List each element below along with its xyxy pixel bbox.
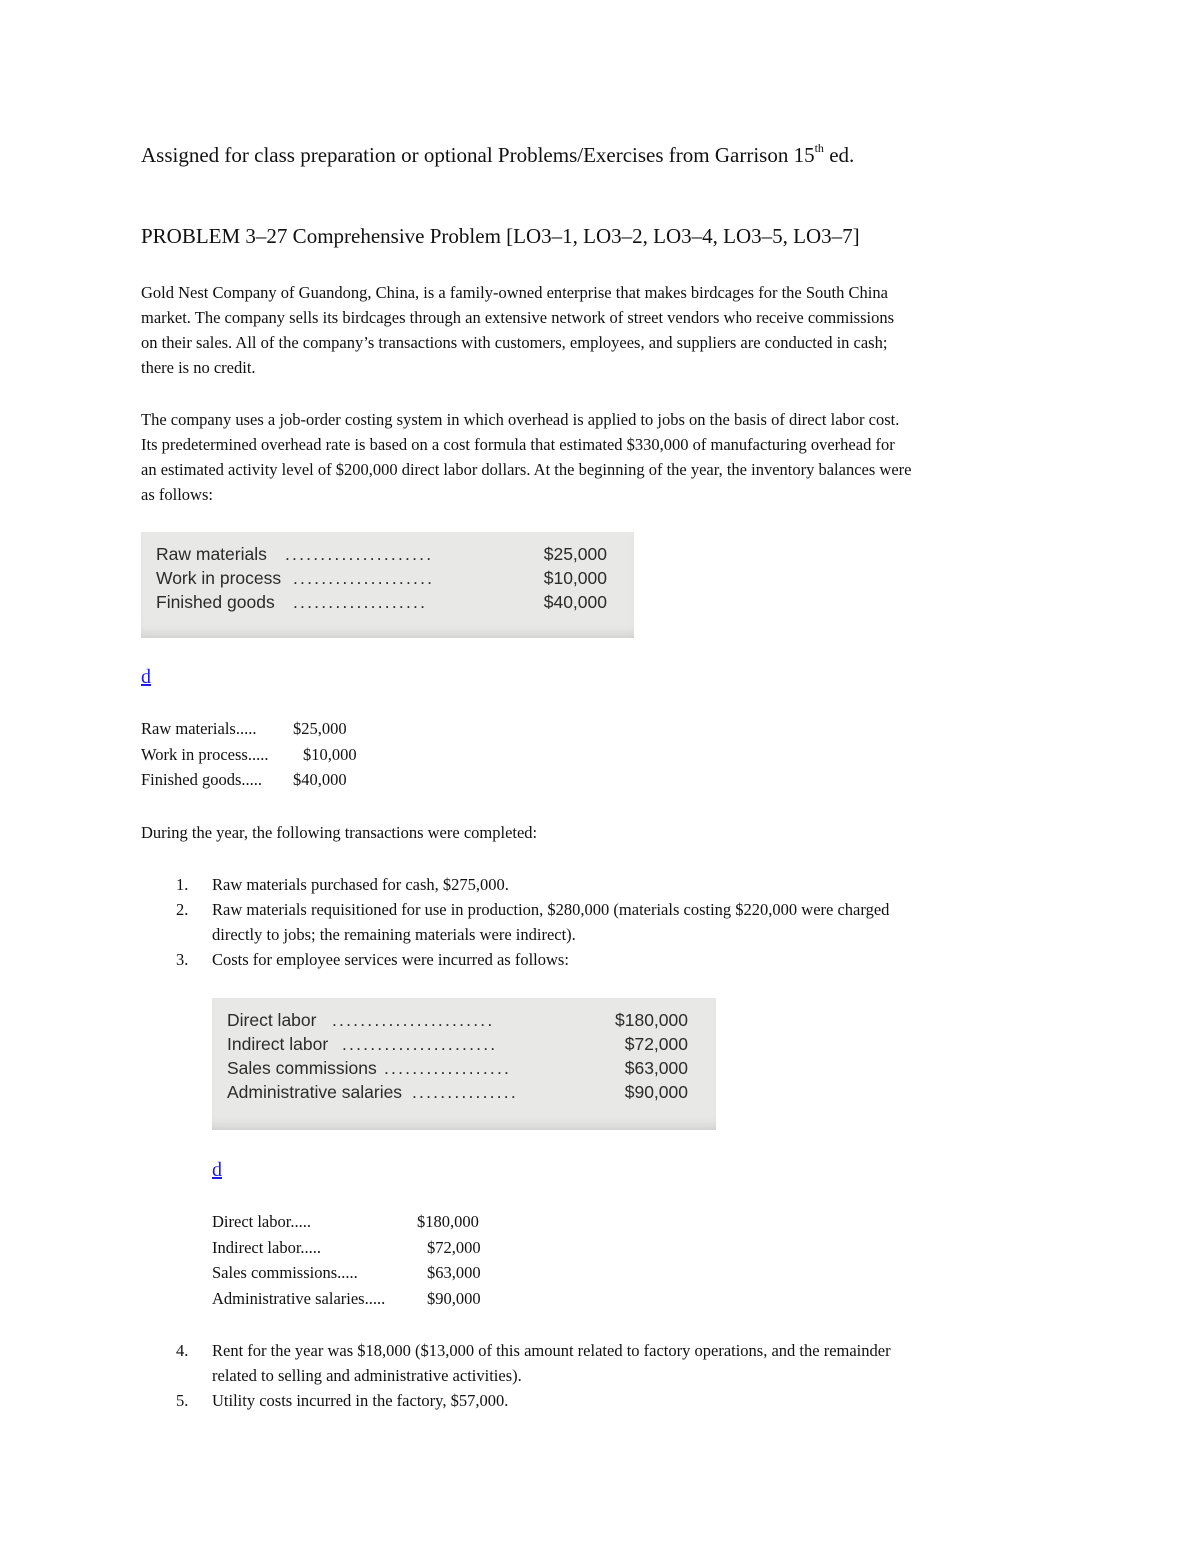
labor-text-label: Direct labor.....	[212, 1212, 311, 1231]
labor-text-row	[212, 1235, 481, 1261]
labor-value: $63,000	[624, 1058, 688, 1078]
labor-text-label: Sales commissions.....	[212, 1263, 358, 1282]
list-text: Utility costs incurred in the factory, $57,000.	[212, 1391, 509, 1410]
problem-heading: PROBLEM 3–27 Comprehensive Problem [LO3–1, LO3–2, LO3–4, LO3–5, LO3–7]	[141, 224, 860, 248]
inventory-text-value: $10,000	[303, 744, 357, 764]
transactions-list-continued	[176, 1338, 1036, 1413]
inventory-row	[141, 542, 634, 566]
list-text: related to selling and administrative activities).	[212, 1366, 522, 1385]
list-number: 2.	[176, 900, 189, 919]
labor-row	[212, 1008, 716, 1032]
inventory-label: Work in process	[156, 568, 282, 588]
labor-text-label: Indirect labor.....	[212, 1237, 322, 1257]
leader-dots: ....................	[293, 568, 435, 588]
labor-text-list	[212, 1209, 481, 1311]
employee-costs-image	[212, 998, 716, 1130]
paragraph-line: market. The company sells its birdcages through an extensive network of street vendors who receive commissions	[141, 308, 894, 327]
list-number: 1.	[176, 875, 189, 894]
list-text: Raw materials purchased for cash, $275,000.	[212, 875, 509, 894]
list-text: Costs for employee services were incurred as follows:	[212, 950, 569, 969]
inventory-text-value: $25,000	[293, 719, 347, 738]
inventory-row	[141, 590, 634, 614]
list-item	[176, 1388, 1036, 1413]
labor-row	[212, 1032, 716, 1056]
labor-text-value: $63,000	[427, 1263, 481, 1282]
inventory-text-value: $40,000	[293, 770, 347, 789]
labor-label: Direct labor	[227, 1010, 317, 1030]
paragraph-line: Gold Nest Company of Guandong, China, is a family-owned enterprise that makes birdcages for the South China	[141, 283, 888, 302]
paragraph-line: The company uses a job-order costing system in which overhead is applied to jobs on the basis of direct labor cost.	[141, 410, 900, 429]
labor-value: $180,000	[615, 1010, 688, 1030]
paragraph-line: on their sales. All of the company’s transactions with customers, employees, and suppliers are conducted in cash;	[141, 333, 888, 352]
list-number: 3.	[176, 950, 189, 969]
inventory-text-label: Raw materials.....	[141, 719, 257, 738]
inventory-value: $25,000	[543, 544, 607, 564]
image-description-link[interactable]: d	[212, 1159, 222, 1181]
labor-text-row	[212, 1286, 481, 1312]
paragraph-line: Its predetermined overhead rate is based on a cost formula that estimated $330,000 of manufacturing overhead for	[141, 435, 895, 454]
leader-dots: ..................	[384, 1058, 512, 1078]
inventory-value: $10,000	[543, 568, 607, 588]
labor-row	[212, 1056, 716, 1080]
list-text: Rent for the year was $18,000 ($13,000 of this amount related to factory operations, and the remainder	[212, 1341, 891, 1360]
image-description-link[interactable]: d	[141, 666, 151, 688]
labor-text-label: Administrative salaries.....	[212, 1288, 386, 1308]
labor-row	[212, 1080, 716, 1104]
inventory-label: Raw materials	[156, 544, 267, 564]
transactions-intro: During the year, the following transactions were completed:	[141, 823, 538, 842]
title-text: Assigned for class preparation or optional Problems/Exercises from Garrison 15	[141, 143, 815, 167]
list-item	[176, 897, 1036, 947]
paragraph-line: there is no credit.	[141, 358, 256, 377]
labor-text-value: $90,000	[427, 1288, 481, 1308]
costing-paragraph	[141, 407, 1066, 507]
leader-dots: ......................	[342, 1034, 498, 1054]
labor-value: $72,000	[624, 1034, 688, 1054]
paragraph-line: an estimated activity level of $200,000 direct labor dollars. At the beginning of the year, the inventory balances were	[141, 460, 912, 479]
labor-text-value: $72,000	[427, 1237, 481, 1257]
inventory-text-label: Finished goods.....	[141, 770, 263, 789]
labor-label: Sales commissions	[227, 1058, 377, 1078]
leader-dots: ...................	[293, 592, 428, 612]
list-number: 4.	[176, 1341, 189, 1360]
list-item	[176, 872, 1036, 897]
labor-label: Indirect labor	[227, 1034, 329, 1054]
list-text: directly to jobs; the remaining materials were indirect).	[212, 925, 576, 944]
title-tail: ed.	[823, 143, 855, 167]
page-title	[141, 143, 854, 168]
labor-text-row	[212, 1209, 479, 1235]
inventory-text-row	[141, 742, 357, 768]
inventory-label: Finished goods	[156, 592, 275, 612]
intro-paragraph	[141, 280, 1066, 380]
list-item	[176, 947, 1036, 972]
labor-value: $90,000	[624, 1082, 688, 1102]
inventory-value: $40,000	[543, 592, 607, 612]
list-text: Raw materials requisitioned for use in production, $280,000 (materials costing $220,000 were charged	[212, 900, 890, 919]
inventory-text-list	[141, 716, 357, 793]
leader-dots: ...............	[412, 1082, 518, 1102]
labor-text-row	[212, 1260, 481, 1286]
leader-dots: .....................	[285, 544, 434, 564]
leader-dots: .......................	[332, 1010, 495, 1030]
inventory-balances-image	[141, 532, 634, 638]
labor-label: Administrative salaries	[227, 1082, 403, 1102]
inventory-text-row	[141, 767, 347, 793]
title-superscript: th	[814, 141, 824, 155]
labor-text-value: $180,000	[417, 1212, 479, 1231]
inventory-text-label: Work in process.....	[141, 744, 269, 764]
paragraph-line: as follows:	[141, 485, 213, 504]
list-number: 5.	[176, 1391, 189, 1410]
transactions-list	[176, 872, 1036, 972]
inventory-text-row	[141, 716, 347, 742]
list-item	[176, 1338, 1036, 1388]
inventory-row	[141, 566, 634, 590]
